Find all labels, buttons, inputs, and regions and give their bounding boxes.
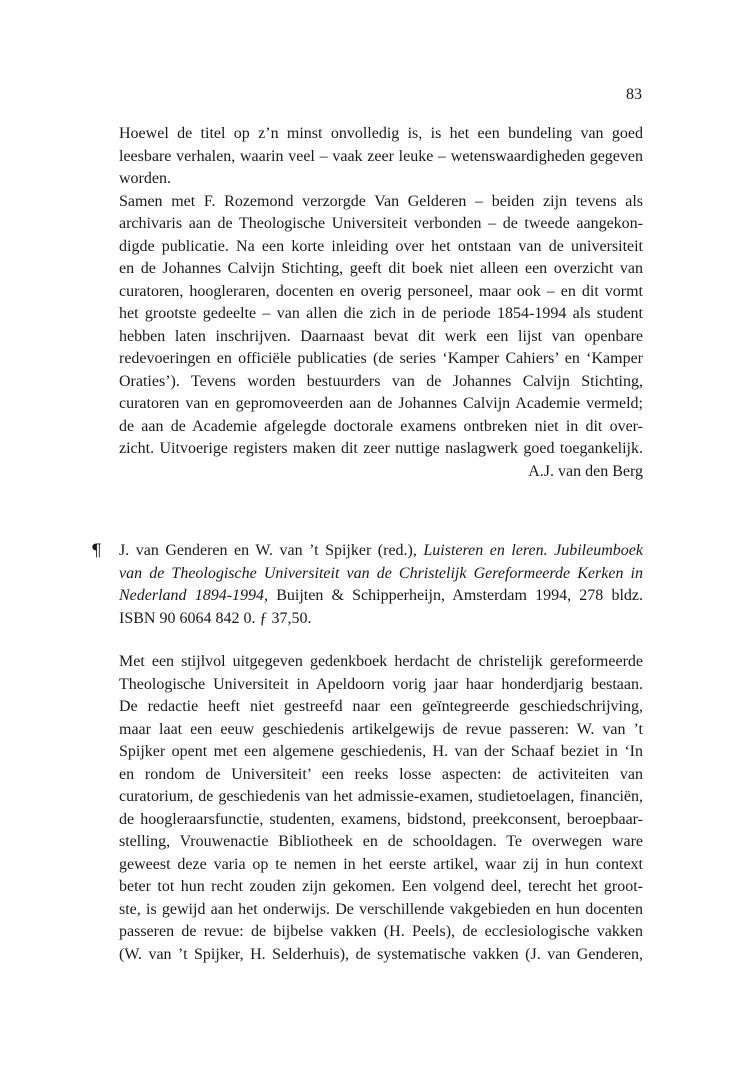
review-paragraph-1 xyxy=(119,123,643,191)
text-line: archivaris aan de Theologische Universiteit verbonden – de tweede aangekon- xyxy=(119,215,643,232)
book-title: van de Theologische Universiteit van de Christelijk Gereformeerde Kerken in xyxy=(119,564,643,582)
text-line: Oraties’). Tevens worden bestuurders van de Johannes Calvijn Stichting, xyxy=(119,372,643,390)
book-title: Nederland 1894-1994, xyxy=(119,587,269,604)
text-line: de aan de Academie afgelegde doctorale examens ontbreken niet in dit over- xyxy=(119,417,643,435)
text-line: en de Johannes Calvijn Stichting, geeft dit boek niet alleen een overzicht van xyxy=(119,260,643,277)
text-line: digde publicatie. Na een korte inleiding over het ontstaan van de universiteit xyxy=(119,237,643,255)
page-number: 83 xyxy=(626,86,642,103)
reviewer-signature: A.J. van den Berg xyxy=(528,462,643,480)
pilcrow-icon: ¶ xyxy=(91,541,102,561)
text-line: redevoeringen en officiële publicaties (de series ‘Kamper Cahiers’ en ‘Kamper xyxy=(119,350,643,367)
review-paragraph-2 xyxy=(119,191,643,461)
text-line: maar laat een eeuw geschiedenis artikelgewijs de revue passeren: W. van ’t xyxy=(119,720,643,738)
text-line: het grootste gedeelte – van allen die zich in de periode 1854-1994 als student xyxy=(119,305,643,322)
book-publisher: Buijten & Schipperheijn, Amsterdam 1994, 278 bldz. xyxy=(268,587,644,604)
text-line: stelling, Vrouwenactie Bibliotheek en de schooldagen. Te overwegen ware xyxy=(119,833,643,850)
review-continuation xyxy=(119,123,643,483)
bibliographic-entry xyxy=(91,540,644,630)
text-line: Met een stijlvol uitgegeven gedenkboek herdacht de christelijk gereformeerde xyxy=(119,653,643,670)
text-line: curatorium, de geschiedenis van het admissie-examen, studietoelagen, financiën, xyxy=(119,788,643,805)
book-isbn-price: ISBN 90 6064 842 0. ƒ 37,50. xyxy=(119,609,312,627)
text-line: de hoogleraarsfunctie, studenten, examens, bidstond, preekconsent, beroepbaar- xyxy=(119,810,643,828)
text-line: passeren de revue: de bijbelse vakken (H. Peels), de ecclesiologische vakken xyxy=(119,923,643,940)
book-title: Luisteren en leren. Jubileumboek xyxy=(423,542,643,559)
review-text xyxy=(119,651,643,966)
text-line: worden. xyxy=(119,170,171,187)
book-authors: J. van Genderen en W. van ’t Spijker (red.), xyxy=(119,542,424,559)
text-line: hebben laten inschrijven. Daarnaast bevat dit werk een lijst van openbare xyxy=(119,327,643,345)
text-line: curatoren, hoogleraren, docenten en overig personeel, maar ook – en dit vormt xyxy=(119,282,643,300)
text-line: ste, is gewijd aan het onderwijs. De verschillende vakgebieden en hun docenten xyxy=(119,900,643,918)
text-line: zicht. Uitvoerige registers maken dit zeer nuttige naslagwerk goed toegankelijk. xyxy=(119,440,643,457)
text-line: Spijker opent met een algemene geschiedenis, H. van der Schaaf beziet in ‘In xyxy=(119,743,643,760)
text-line: De redactie heeft niet gestreefd naar een geïntegreerde geschiedschrijving, xyxy=(119,698,643,715)
text-line: curatoren van en gepromoveerden aan de Johannes Calvijn Academie vermeld; xyxy=(119,395,643,412)
text-line: Samen met F. Rozemond verzorgde Van Gelderen – beiden zijn tevens als xyxy=(119,192,643,210)
text-line: (W. van ’t Spijker, H. Selderhuis), de systematische vakken (J. van Genderen, xyxy=(119,945,643,963)
text-line: leesbare verhalen, waarin veel – vaak zeer leuke – wetenswaardigheden gegeven xyxy=(119,147,643,165)
text-line: Hoewel de titel op z’n minst onvolledig is, is het een bundeling van goed xyxy=(119,125,643,142)
text-line: Theologische Universiteit in Apeldoorn vorig jaar haar honderdjarig bestaan. xyxy=(119,675,643,693)
text-line: geweest deze varia op te nemen in het eerste artikel, waar zij in hun context xyxy=(119,855,643,873)
text-line: beter tot hun recht zouden zijn gekomen. Een volgend deel, terecht het groot- xyxy=(119,878,643,895)
text-line: en rondom de Universiteit’ een reeks losse aspecten: de activiteiten van xyxy=(119,765,643,783)
